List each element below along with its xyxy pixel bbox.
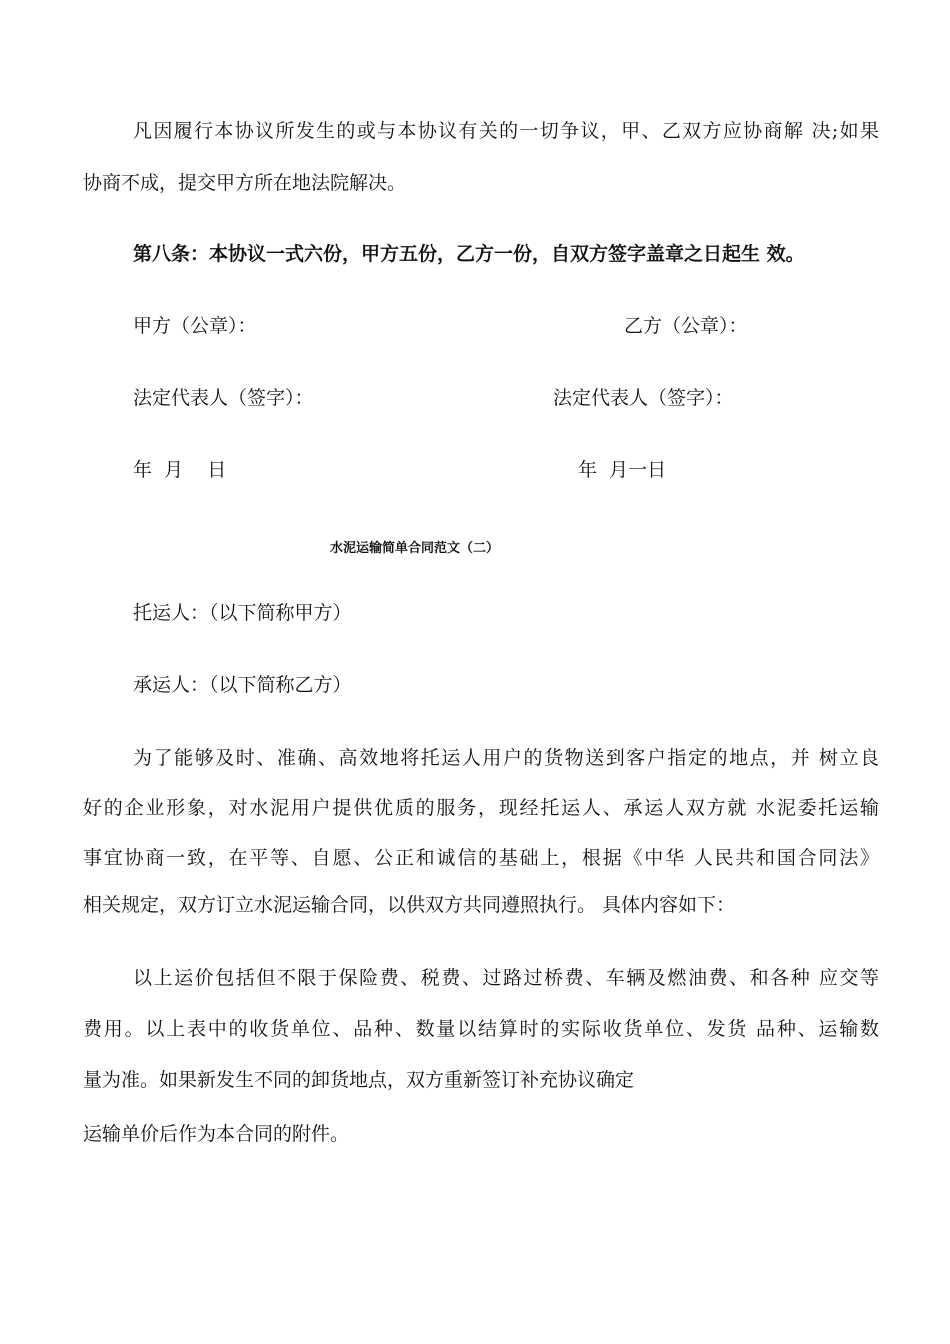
carrier-line: 承运人：（以下简称乙方） (133, 674, 352, 696)
purpose-paragraph-line-2: 好的企业形象，对水泥用户提供优质的服务，现经托运人、承运人双方就 水泥委托运输 (83, 797, 879, 819)
party-b-representative-label: 法定代表人（签字）： (553, 387, 734, 409)
purpose-paragraph-line-3: 事宜协商一致，在平等、自愿、公正和诚信的基础上，根据《中华 人民共和国合同法》 (83, 847, 879, 869)
dispute-paragraph-line-1: 凡因履行本协议所发生的或与本协议有关的一切争议，甲、乙双方应协商解 决;如果 (133, 120, 879, 142)
party-a-date-label: 年 月 日 (133, 459, 227, 481)
contract-title: 水泥运输简单合同范文（二） (330, 541, 500, 556)
party-a-representative-label: 法定代表人（签字）： (133, 387, 314, 409)
purpose-paragraph-line-4: 相关规定，双方订立水泥运输合同，以供双方共同遵照执行。 具体内容如下： (83, 894, 736, 916)
price-paragraph-line-3: 量为准。如果新发生不同的卸货地点，双方重新签订补充协议确定 (83, 1069, 635, 1091)
shipper-line: 托运人：（以下简称甲方） (133, 602, 352, 624)
price-paragraph-line-4: 运输单价后作为本合同的附件。 (83, 1123, 350, 1145)
price-paragraph-line-2: 费用。以上表中的收货单位、品种、数量以结算时的实际收货单位、发货 品种、运输数 (83, 1018, 879, 1040)
party-b-date-label: 年 月一日 (578, 459, 667, 481)
article-8-clause: 第八条：本协议一式六份，甲方五份，乙方一份，自双方签字盖章之日起生 效。 (133, 243, 805, 265)
party-a-seal-label: 甲方（公章）： (133, 315, 257, 337)
purpose-paragraph-line-1: 为了能够及时、准确、高效地将托运人用户的货物送到客户指定的地点，并 树立良 (133, 747, 879, 769)
party-b-seal-label: 乙方（公章）： (624, 315, 748, 337)
price-paragraph-line-1: 以上运价包括但不限于保险费、税费、过路过桥费、车辆及燃油费、和各种 应交等 (133, 967, 879, 989)
dispute-paragraph-line-2: 协商不成，提交甲方所在地法院解决。 (83, 172, 407, 194)
